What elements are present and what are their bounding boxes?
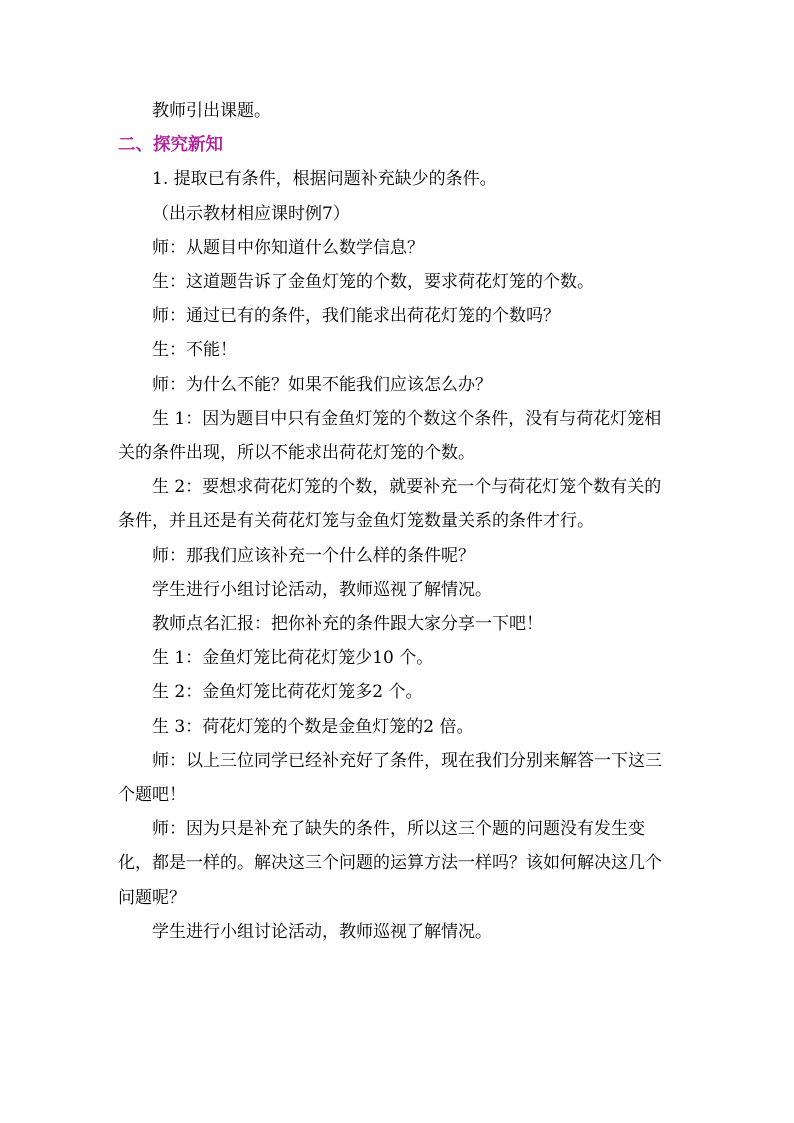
paragraph: 生：不能！ — [152, 340, 237, 361]
paragraph: 生 1：金鱼灯笼比荷花灯笼少10 个。 — [152, 648, 434, 669]
section-heading: 二、探究新知 — [118, 135, 223, 156]
paragraph: 师：以上三位同学已经补充好了条件，现在我们分别来解答一下这三个题吧！ — [118, 750, 662, 806]
paragraph: 生 1：因为题目中只有金鱼灯笼的个数这个条件，没有与荷花灯笼相关的条件出现，所以不能求出荷花灯笼的个数。 — [118, 408, 662, 464]
paragraph: 生 2：金鱼灯笼比荷花灯笼多2 个。 — [152, 682, 423, 703]
paragraph: 1. 提取已有条件，根据问题补充缺少的条件。 — [152, 169, 497, 190]
paragraph: 师：那我们应该补充一个什么样的条件呢？ — [152, 545, 475, 566]
document-body — [118, 94, 678, 949]
paragraph: 学生进行小组讨论活动，教师巡视了解情况。 — [152, 921, 492, 942]
paragraph: 学生进行小组讨论活动，教师巡视了解情况。 — [152, 579, 492, 600]
paragraph: 师：为什么不能？如果不能我们应该怎么办？ — [152, 374, 492, 395]
paragraph: 生 2：要想求荷花灯笼的个数，就要补充一个与荷花灯笼个数有关的条件，并且还是有关荷花灯笼与金鱼灯笼数量关系的条件才行。 — [118, 477, 662, 532]
intro-paragraph: 教师引出课题。 — [152, 101, 271, 121]
paragraph: （出示教材相应课时例7） — [152, 203, 350, 224]
paragraph: 师：因为只是补充了缺失的条件，所以这三个题的问题没有发生变化，都是一样的。解决这三个问题的运算方法一样吗？该如何解决这几个问题呢？ — [118, 819, 662, 908]
paragraph: 师：从题目中你知道什么数学信息？ — [152, 237, 424, 258]
paragraph: 生 3：荷花灯笼的个数是金鱼灯笼的2 倍。 — [152, 716, 474, 737]
paragraph: 教师点名汇报：把你补充的条件跟大家分享一下吧！ — [152, 614, 543, 635]
paragraph: 生：这道题告诉了金鱼灯笼的个数，要求荷花灯笼的个数。 — [152, 272, 594, 293]
paragraph: 师：通过已有的条件，我们能求出荷花灯笼的个数吗？ — [152, 306, 560, 327]
